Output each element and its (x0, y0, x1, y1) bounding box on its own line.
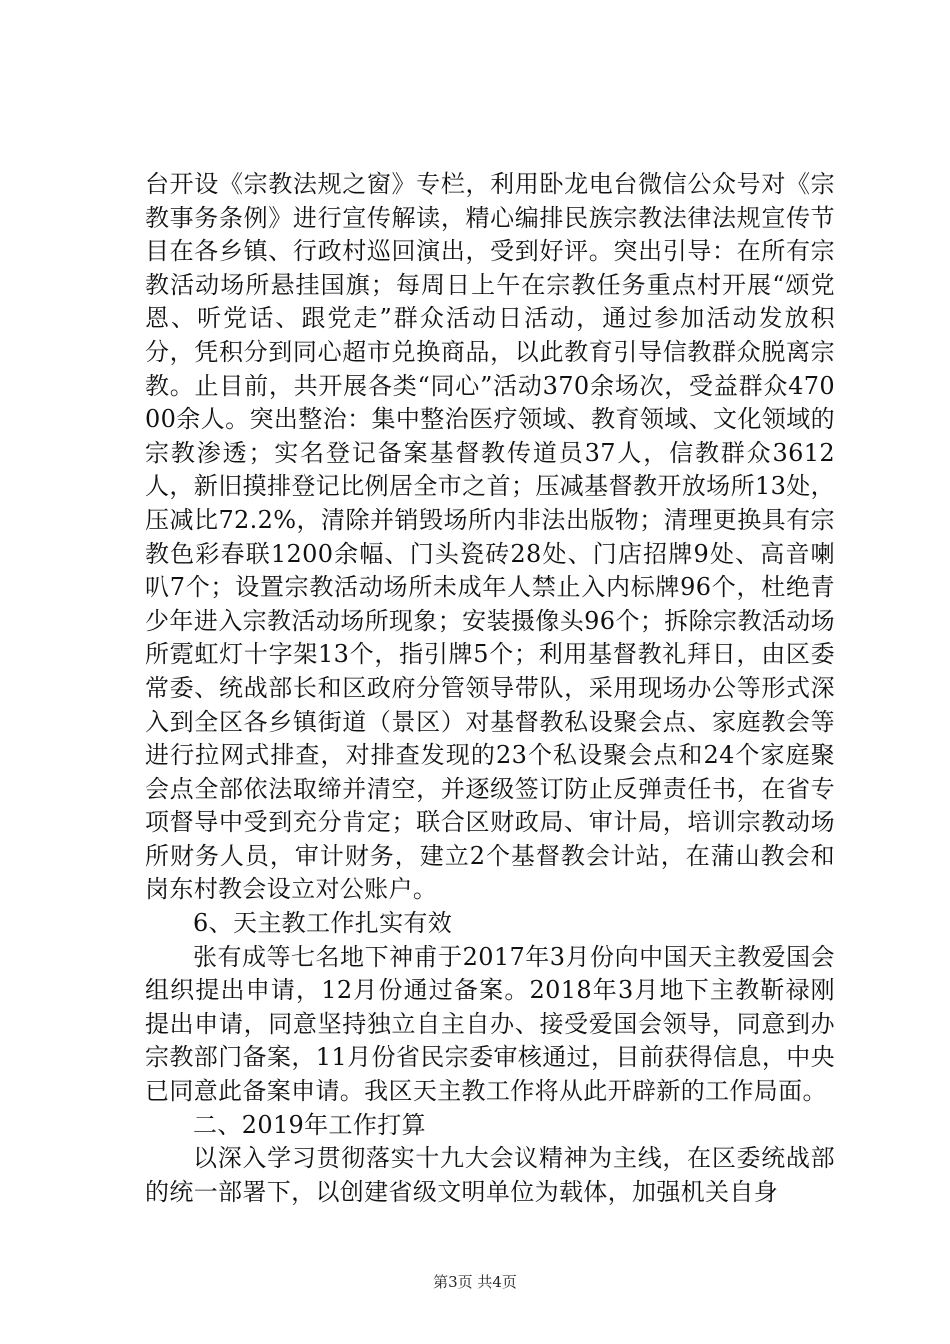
document-body (145, 168, 835, 1209)
paragraph-religious-affairs: 台开设《宗教法规之窗》专栏，利用卧龙电台微信公众号对《宗教事务条例》进行宣传解读，精心编排民族宗教法律法规宣传节目在各乡镇、行政村巡回演出，受到好评。突出引导：在所有宗教活动场所悬挂国旗；每周日上午在宗教任务重点村开展“颂党恩、听党话、跟党走”群众活动日活动，通过参加活动发放积分，凭积分到同心超市兑换商品，以此教育引导信教群众脱离宗教。止目前，共开展各类“同心”活动370余场次，受益群众47000余人。突出整治：集中整治医疗领域、教育领域、文化领域的宗教渗透；实名登记备案基督教传道员37人，信教群众3612人，新旧摸排登记比例居全市之首；压减基督教开放场所13处，压减比72.2%，清除并销毁场所内非法出版物；清理更换具有宗教色彩春联1200余幅、门头瓷砖28处、门店招牌9处、高音喇叭7个；设置宗教活动场所未成年人禁止入内标牌96个，杜绝青少年进入宗教活动场所现象；安装摄像头96个；拆除宗教活动场所霓虹灯十字架13个，指引牌5个；利用基督教礼拜日，由区委常委、统战部长和区政府分管领导带队，采用现场办公等形式深入到全区各乡镇街道（景区）对基督教私设聚会点、家庭教会等进行拉网式排查，对排查发现的23个私设聚会点和24个家庭聚会点全部依法取缔并清空，并逐级签订防止反弹责任书，在省专项督导中受到充分肯定；联合区财政局、审计局，培训宗教动场所财务人员，审计财务，建立2个基督教会计站，在蒲山教会和岗东村教会设立对公账户。 (145, 170, 835, 904)
section-heading-2019-plan: 二、2019年工作打算 (193, 1110, 426, 1139)
paragraph-catholic-work: 张有成等七名地下神甫于2017年3月份向中国天主教爱国会组织提出申请，12月份通过备案。2018年3月地下主教靳禄刚提出申请，同意坚持独立自主自办、接受爱国会领导，同意到办宗教部门备案，11月份省民宗委审核通过，目前获得信息，中央已同意此备案申请。我区天主教工作将从此开辟新的工作局面。 (145, 942, 835, 1106)
paragraph-2019-plan: 以深入学习贯彻落实十九大会议精神为主线，在区委统战部的统一部署下，以创建省级文明单位为载体，加强机关自身 (145, 1144, 835, 1206)
page-footer: 第3页 共4页 (433, 1273, 517, 1291)
section-heading-catholic-work: 6、天主教工作扎实有效 (193, 909, 453, 938)
